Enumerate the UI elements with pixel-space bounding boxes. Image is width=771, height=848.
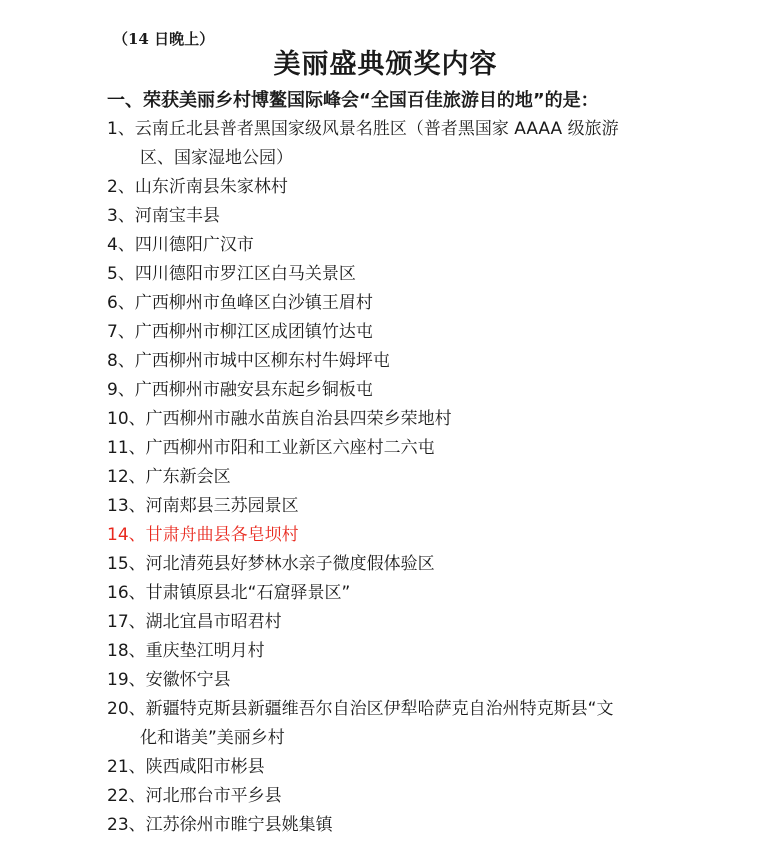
list-item (107, 376, 707, 405)
list-item (107, 231, 707, 260)
list-item-text: 江苏徐州市睢宁县姚集镇 (145, 815, 333, 835)
list-item-number: 4、 (107, 235, 135, 255)
list-item (107, 202, 707, 231)
list-item (107, 405, 707, 434)
list-item (107, 260, 707, 289)
list-item-text: 四川德阳市罗江区白马关景区 (134, 264, 356, 284)
list-item (107, 115, 707, 173)
list-item-text: 云南丘北县普者黑国家级风景名胜区（普者黑国家 AAAA 级旅游 (134, 119, 619, 139)
list-item-number: 9、 (107, 380, 135, 400)
list-item-text: 甘肃镇原县北“石窟驿景区” (145, 583, 351, 603)
section-heading: 一、荣获美丽乡村博鳌国际峰会“全国百佳旅游目的地”的是： (107, 90, 599, 111)
list-item-number: 17、 (107, 612, 146, 632)
list-item-number: 5、 (107, 264, 135, 284)
list-item (107, 434, 707, 463)
list-item-number: 8、 (107, 351, 135, 371)
list-item-text: 广西柳州市柳江区成团镇竹达屯 (134, 322, 373, 342)
list-item (107, 492, 707, 521)
list-item-number: 20、 (107, 699, 146, 719)
list-item-text: 重庆垫江明月村 (145, 641, 265, 661)
list-item (107, 666, 707, 695)
list-item-number: 18、 (107, 641, 146, 661)
list-item (107, 811, 707, 840)
list-item-text: 四川德阳广汉市 (134, 235, 254, 255)
list-item-text-continued: 化和谐美”美丽乡村 (140, 728, 285, 748)
list-item-number: 13、 (107, 496, 146, 516)
list-item (107, 782, 707, 811)
list-item-text-continued: 区、国家湿地公园） (140, 148, 293, 168)
list-item (107, 579, 707, 608)
list-item-number: 12、 (107, 467, 146, 487)
list-item-number: 15、 (107, 554, 146, 574)
list-item-text: 广西柳州市融安县东起乡铜板屯 (134, 380, 373, 400)
list-item-text: 安徽怀宁县 (145, 670, 231, 690)
list-item-text: 陕西咸阳市彬县 (145, 757, 265, 777)
list-item-text: 河南宝丰县 (134, 206, 220, 226)
list-item (107, 637, 707, 666)
list-item-text: 广西柳州市城中区柳东村牛姆坪屯 (134, 351, 390, 371)
list-item-text: 河北清苑县好梦林水亲子微度假体验区 (145, 554, 435, 574)
list-item-number: 10、 (107, 409, 146, 429)
list-item-text: 新疆特克斯县新疆维吾尔自治区伊犁哈萨克自治州特克斯县“文 (145, 699, 614, 719)
list-item (107, 753, 707, 782)
list-item-number: 7、 (107, 322, 135, 342)
list-item-text: 广西柳州市阳和工业新区六座村二六屯 (145, 438, 435, 458)
list-item-text: 湖北宜昌市昭君村 (145, 612, 282, 632)
list-item-number: 11、 (107, 438, 146, 458)
list-item-text: 河北邢台市平乡县 (145, 786, 282, 806)
date-note: （14 日晚上） (113, 30, 215, 48)
list-item-text: 广西柳州市融水苗族自治县四荣乡荣地村 (145, 409, 452, 429)
list-item (107, 550, 707, 579)
list-item-number: 23、 (107, 815, 146, 835)
list-item-number: 21、 (107, 757, 146, 777)
list-item-text: 甘肃舟曲县各皂坝村 (145, 525, 299, 545)
list-item-text: 山东沂南县朱家林村 (134, 177, 288, 197)
list-item-text: 广东新会区 (145, 467, 231, 487)
page-title: 美丽盛典颁奖内容 (273, 49, 498, 80)
list-item (107, 463, 707, 492)
list-item-number: 6、 (107, 293, 135, 313)
list-item-number: 16、 (107, 583, 146, 603)
list-item-text: 广西柳州市鱼峰区白沙镇王眉村 (134, 293, 373, 313)
list-item-number: 1、 (107, 119, 135, 139)
list-item (107, 608, 707, 637)
list-item-number: 14、 (107, 525, 146, 545)
list-item (107, 173, 707, 202)
list-item-number: 22、 (107, 786, 146, 806)
list-item-number: 19、 (107, 670, 146, 690)
list-item (107, 521, 707, 550)
list-item (107, 347, 707, 376)
list-item-text: 河南郏县三苏园景区 (145, 496, 299, 516)
list-item-number: 3、 (107, 206, 135, 226)
list-item (107, 695, 707, 753)
list-item (107, 289, 707, 318)
list-item-number: 2、 (107, 177, 135, 197)
list-item (107, 318, 707, 347)
